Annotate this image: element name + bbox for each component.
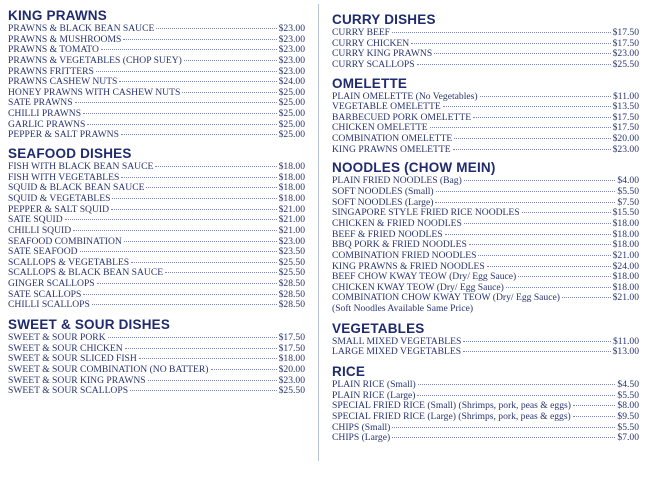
menu-item-name: PRAWNS & BLACK BEAN SAUCE [8,23,155,34]
dot-leader [165,272,276,273]
section-note: (Soft Noodles Available Same Price) [332,303,474,315]
menu-item-price: $23.50 [278,246,305,258]
dot-leader [418,384,616,385]
menu-item-price: $23.00 [278,235,305,247]
menu-item-price: $17.50 [612,111,639,123]
menu-item [8,226,305,237]
menu-item-price: $21.00 [278,203,305,215]
section-heading: OMELETTE [332,75,408,91]
dot-leader [463,351,611,352]
menu-item-price: $21.00 [612,292,639,304]
dot-leader [454,138,610,139]
section-rice [332,358,639,444]
menu-item-name: SWEET & SOUR SCALLOPS [8,385,129,397]
menu-item-name: CHICKEN & FRIED NOODLES [332,217,462,229]
dot-leader [97,283,277,284]
section-heading: KING PRAWNS [8,8,107,23]
menu-item [332,412,639,423]
column-divider [318,4,319,461]
menu-item-name: CHILLI PRAWNS [8,108,82,120]
menu-item [8,194,305,205]
menu-item-price: $17.50 [278,342,305,354]
dot-leader [392,32,611,33]
dot-leader [146,187,276,188]
menu-item-price: $23.00 [278,374,305,386]
menu-item-price: $23.00 [278,65,305,77]
dot-leader [182,92,276,93]
menu-item [8,56,305,67]
menu-item-name: CHILLI SQUID [8,224,72,236]
dot-leader [108,337,277,338]
dot-leader [573,416,616,417]
section-heading: VEGETABLES [332,320,425,336]
dot-leader [464,223,611,224]
menu-item [8,300,305,311]
dot-leader [80,251,277,252]
dot-leader [573,405,615,406]
section-vegetables [332,315,639,358]
menu-item-name: SQUID & VEGETABLES [8,192,111,204]
menu-item-name: COMBINATION CHOW KWAY TEOW (Dry/ Egg Sauce) [332,292,560,304]
section-curry-dishes [332,0,639,71]
menu-item-price: $18.00 [278,182,305,194]
menu-item-price: $28.50 [278,299,305,311]
section-heading: SEAFOOD DISHES [8,146,132,162]
menu-item-price: $5.50 [617,389,639,401]
menu-item-price: $11.00 [612,90,639,102]
menu-item-price: $21.00 [612,249,639,261]
menu-item [332,251,639,262]
dot-leader [148,380,277,381]
dot-leader [411,43,610,44]
menu-item-price: $17.50 [278,332,305,344]
section-sweet-sour-dishes [8,311,305,397]
dot-leader [430,127,611,128]
section-heading: SWEET & SOUR DISHES [8,317,171,333]
dot-leader [417,64,611,65]
section-omelette [332,71,639,156]
menu-item-name: SWEET & SOUR COMBINATION (NO BATTER) [8,363,209,375]
menu-item [8,365,305,376]
menu-item-price: $25.00 [278,86,305,98]
dot-leader [124,241,277,242]
dot-leader [392,427,615,428]
menu-item-price: $5.50 [617,421,639,433]
menu-item-name: BARBECUED PORK OMELETTE [332,111,472,123]
dot-leader [65,219,277,220]
dot-leader [121,134,277,135]
menu-item-price: $15.50 [612,207,639,219]
section-heading: CURRY DISHES [332,12,436,27]
menu-item-price: $24.00 [278,76,305,88]
menu-item-name: SCALLOPS & VEGETABLES [8,256,130,268]
dot-leader [464,180,616,181]
menu-item-price: $25.50 [278,385,305,397]
section-heading: NOODLES (CHOW MEIN) [332,160,496,176]
menu-item-name: SWEET & SOUR KING PRAWNS [8,374,146,386]
dot-leader [392,437,615,438]
section-seafood-dishes [8,141,305,311]
menu-item-name: COMBINATION FRIED NOODLES [332,249,477,261]
dot-leader [522,212,611,213]
menu-item-name: SWEET & SOUR PORK [8,332,106,344]
menu-item-name: HONEY PRAWNS WITH CASHEW NUTS [8,86,181,98]
dot-leader [123,39,276,40]
menu-item [332,347,639,358]
menu-item-price: $23.00 [278,23,305,34]
menu-item-price: $28.50 [278,278,305,290]
menu-item-price: $5.50 [617,186,639,198]
menu-item-price: $17.50 [612,27,639,38]
menu-item-price: $17.50 [612,122,639,134]
dot-leader [463,341,611,342]
menu-item-price: $9.50 [617,410,639,422]
menu-item-price: $17.50 [612,37,639,49]
menu-item-name: GARLIC PRAWNS [8,118,86,130]
right-column [332,0,639,444]
menu-item-name: PEPPER & SALT PRAWNS [8,129,119,141]
menu-item-name: PRAWNS & VEGETABLES (CHOP SUEY) [8,54,182,66]
menu-item-price: $18.00 [278,161,305,173]
dot-leader [435,202,615,203]
menu-item-name: KING PRAWNS OMELETTE [332,143,451,155]
menu-item-name: CHIPS (Large) [332,432,391,444]
dot-leader [75,102,277,103]
menu-item-name: SOFT NOODLES (Small) [332,186,434,198]
menu-item-price: $7.00 [617,432,639,444]
menu-item-price: $23.00 [612,48,639,60]
section-noodles [332,155,639,314]
dot-leader [92,304,277,305]
dot-leader [518,276,610,277]
menu-item-price: $25.50 [278,256,305,268]
menu-item-name: SCALLOPS & BLACK BEAN SAUCE [8,267,164,279]
menu-item-price: $24.00 [612,260,639,272]
dot-leader [83,294,276,295]
menu-item [8,130,305,141]
menu-item-name: SATE SEAFOOD [8,246,78,258]
menu-item-price: $18.00 [278,353,305,365]
menu-item-price: $11.00 [612,335,639,347]
menu-item-name: PRAWNS CASHEW NUTS [8,76,118,88]
menu-item-price: $20.00 [278,363,305,375]
dot-leader [83,113,277,114]
dot-leader [211,369,277,370]
dot-leader [469,244,611,245]
dot-leader [119,81,276,82]
dot-leader [155,166,276,167]
dot-leader [473,117,611,118]
dot-leader [443,106,611,107]
menu-item-name: VEGETABLE OMELETTE [332,101,441,113]
dot-leader [130,390,277,391]
dot-leader [112,198,276,199]
dot-leader [506,287,611,288]
dot-leader [139,358,277,359]
menu-item-name: KING PRAWNS & FRIED NOODLES [332,260,485,272]
menu-item [332,219,639,230]
menu-item-name: CHICKEN KWAY TEOW (Dry/ Egg Sauce) [332,281,504,293]
menu-item-price: $28.50 [278,288,305,300]
menu-item-name: SWEET & SOUR SLICED FISH [8,353,137,365]
menu-item-price: $23.00 [278,54,305,66]
section-king-prawns [8,0,305,141]
left-column [8,0,305,397]
dot-leader [156,28,276,29]
menu-item-price: $23.00 [278,44,305,56]
dot-leader [480,96,611,97]
dot-leader [101,49,277,50]
menu-item-name: CURRY SCALLOPS [332,58,415,70]
dot-leader [436,191,616,192]
dot-leader [487,266,611,267]
menu-item-price: $20.00 [612,133,639,145]
menu-item-name: CHILLI SCALLOPS [8,299,90,311]
menu-item-price: $7.50 [617,196,639,208]
menu-item-name: PRAWNS & TOMATO [8,44,99,56]
menu-item-name: LARGE MIXED VEGETABLES [332,346,462,358]
menu-item-price: $18.00 [278,171,305,183]
menu-item [8,386,305,397]
menu-item-name: CURRY CHICKEN [332,37,410,49]
menu-item [332,60,639,71]
menu-item-price: $18.00 [612,281,639,293]
menu-item-name: PLAIN FRIED NOODLES (Bag) [332,175,462,187]
menu-item-name: PEPPER & SALT SQUID [8,203,110,215]
dot-leader [121,177,276,178]
menu-item-name: FISH WITH VEGETABLES [8,171,120,183]
menu-item-name: SEAFOOD COMBINATION [8,235,122,247]
menu-item-name: SATE PRAWNS [8,97,73,109]
menu-item-price: $18.00 [612,271,639,283]
menu-item-price: $25.50 [278,267,305,279]
menu-item-price: $18.00 [612,217,639,229]
dot-leader [111,209,277,210]
menu-item-price: $21.00 [278,224,305,236]
menu-item-price: $8.00 [617,400,639,412]
menu-item-name: FISH WITH BLACK BEAN SAUCE [8,161,154,173]
dot-leader [478,255,610,256]
menu-item-name: SINGAPORE STYLE FRIED RICE NOODLES [332,207,520,219]
menu-item-price: $25.50 [612,58,639,70]
menu-item-price: $18.00 [612,239,639,251]
dot-leader [87,124,276,125]
menu-item-name: CHIPS (Small) [332,421,391,433]
menu-item-price: $4.50 [617,379,639,391]
menu-item-price: $18.00 [612,228,639,240]
menu-item-name: SATE SQUID [8,214,63,226]
menu-item-name: BEEF & FRIED NOODLES [332,228,443,240]
menu-item-price: $25.00 [278,97,305,109]
menu-item [332,433,639,444]
menu-item-price: $23.00 [612,143,639,155]
menu-item-price: $23.00 [278,33,305,45]
dot-leader [125,348,277,349]
menu-item-name: SMALL MIXED VEGETABLES [332,335,462,347]
dot-leader [417,395,615,396]
menu-item-name: GINGER SCALLOPS [8,278,95,290]
menu-item-price: $25.00 [278,118,305,130]
section-heading: RICE [332,364,366,380]
menu-item-name: SPECIAL FRIED RICE (Small) (Shrimps, pork, peas & eggs) [332,400,571,412]
menu-item-name: SWEET & SOUR CHICKEN [8,342,123,354]
menu-item-name: CHICKEN OMELETTE [332,122,428,134]
menu-item-price: $25.00 [278,108,305,120]
dot-leader [131,262,276,263]
menu-item-name: PLAIN RICE (Large) [332,389,416,401]
menu-item-name: BBQ PORK & FRIED NOODLES [332,239,467,251]
menu-item-price: $4.00 [617,175,639,187]
dot-leader [445,234,611,235]
menu-item-name: PLAIN RICE (Small) [332,379,416,391]
menu-item-name: SOFT NOODLES (Large) [332,196,434,208]
dot-leader [434,53,610,54]
menu-item-name: CURRY KING PRAWNS [332,48,433,60]
menu-item-name: PRAWNS & MUSHROOMS [8,33,122,45]
dot-leader [184,60,277,61]
menu-item-name: PLAIN OMELETTE (No Vegetables) [332,90,478,102]
dot-leader [562,297,611,298]
menu-item-name: COMBINATION OMELETTE [332,133,453,145]
menu-item-price: $25.00 [278,129,305,141]
menu-item-name: BEEF CHOW KWAY TEOW (Dry/ Egg Sauce) [332,271,517,283]
menu-item-price: $13.50 [612,101,639,113]
menu-item-name: SPECIAL FRIED RICE (Large) (Shrimps, pork, peas & eggs) [332,410,571,422]
menu-item-name: SQUID & BLACK BEAN SAUCE [8,182,145,194]
menu-item-name: SATE SCALLOPS [8,288,82,300]
menu-item-price: $18.00 [278,192,305,204]
dot-leader [453,149,611,150]
dot-leader [96,71,277,72]
menu-item-price: $21.00 [278,214,305,226]
menu-item [332,145,639,156]
menu-item-name: CURRY BEEF [332,27,391,38]
dot-leader [73,230,276,231]
menu-item-price: $13.00 [612,346,639,358]
menu-item-name: PRAWNS FRITTERS [8,65,94,77]
